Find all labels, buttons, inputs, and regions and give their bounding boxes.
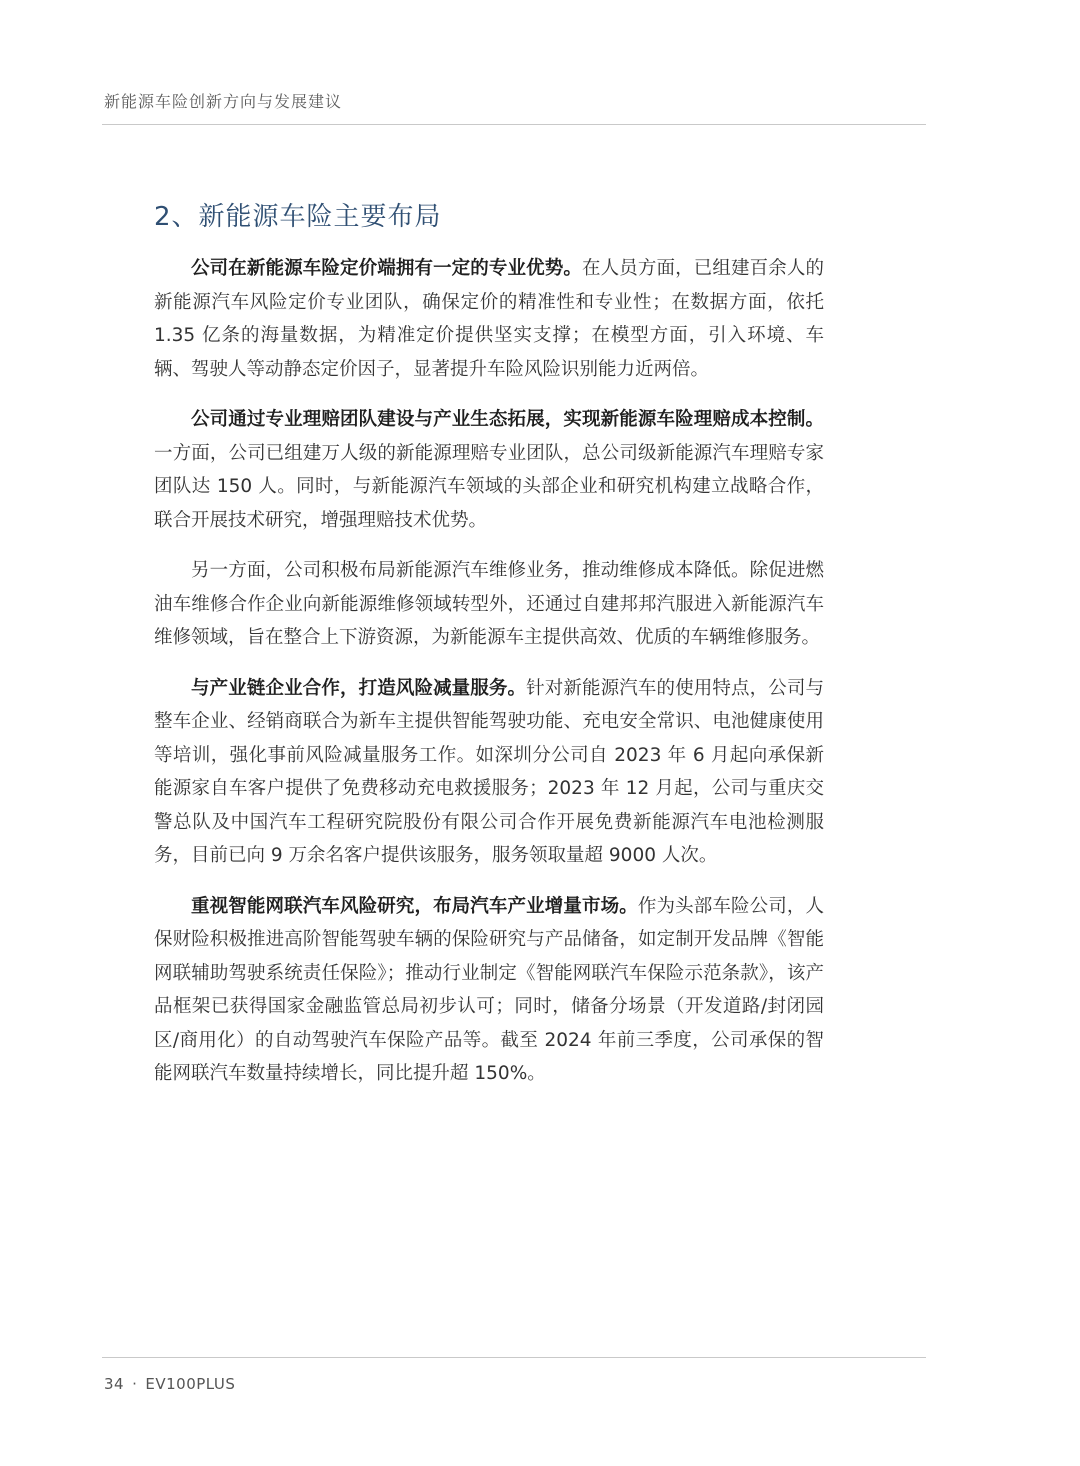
- footer-separator: ·: [132, 1375, 138, 1393]
- section-title: 2、新能源车险主要布局: [154, 202, 442, 232]
- paragraph-repair: [154, 554, 824, 655]
- paragraph-text: 另一方面，公司积极布局新能源汽车维修业务，推动维修成本降低。除促进燃油车维修合作企业向新能源维修领域转型外，还通过自建邦邦汽服进入新能源汽车维修领域，旨在整合上下游资源，为新能源车主提供高效、优质的车辆维修服务。: [154, 560, 824, 648]
- publication-name: EV100PLUS: [145, 1375, 236, 1393]
- paragraph-text: 在人员方面，已组建百余人的新能源汽车风险定价专业团队，确保定价的精准性和专业性；在数据方面，依托 1.35 亿条的海量数据，为精准定价提供坚实支撑；在模型方面，引入环境、车辆、驾驶人等动静态定价因子，显著提升车险风险识别能力近两倍。: [154, 258, 824, 380]
- paragraph-intelligent-vehicles: [154, 890, 824, 1091]
- paragraph-pricing: [154, 252, 824, 386]
- paragraph-lead: 公司通过专业理赔团队建设与产业生态拓展，实现新能源车险理赔成本控制。: [191, 409, 824, 430]
- paragraph-text: 作为头部车险公司，人保财险积极推进高阶智能驾驶车辆的保险研究与产品储备，如定制开发品牌《智能网联辅助驾驶系统责任保险》；推动行业制定《智能网联汽车保险示范条款》，该产品框架已获得国家金融监管总局初步认可；同时，储备分场景（开发道路/封闭园区/商用化）的自动驾驶汽车保险产品等。截至 2024 年前三季度，公司承保的智能网联汽车数量持续增长，同比提升超 150%。: [154, 895, 824, 1084]
- page-footer: [104, 1375, 235, 1393]
- page-number: 34: [104, 1375, 125, 1393]
- body-content: [154, 252, 824, 1108]
- paragraph-lead: 公司在新能源车险定价端拥有一定的专业优势。: [191, 258, 583, 279]
- header-divider: [102, 124, 926, 125]
- paragraph-claims: [154, 403, 824, 537]
- paragraph-text: 针对新能源汽车的使用特点，公司与整车企业、经销商联合为新车主提供智能驾驶功能、充电安全常识、电池健康使用等培训，强化事前风险减量服务工作。如深圳分公司自 2023 年 6 月起向承保新能源家自车客户提供了免费移动充电救援服务；2023 年 12 月起，公司与重庆交警总队及中国汽车工程研究院股份有限公司合作开展免费新能源汽车电池检测服务，目前已向 9 万余名客户提供该服务，服务领取量超 9000 人次。: [154, 677, 824, 866]
- paragraph-risk-reduction: [154, 672, 824, 873]
- paragraph-lead: 重视智能网联汽车风险研究，布局汽车产业增量市场。: [191, 895, 638, 917]
- footer-divider: [102, 1357, 926, 1358]
- running-header: 新能源车险创新方向与发展建议: [104, 92, 343, 111]
- paragraph-lead: 与产业链企业合作，打造风险减量服务。: [191, 677, 527, 699]
- paragraph-text: 一方面，公司已组建万人级的新能源理赔专业团队，总公司级新能源汽车理赔专家团队达 150 人。同时，与新能源汽车领域的头部企业和研究机构建立战略合作，联合开展技术研究，增强理赔技术优势。: [154, 442, 824, 531]
